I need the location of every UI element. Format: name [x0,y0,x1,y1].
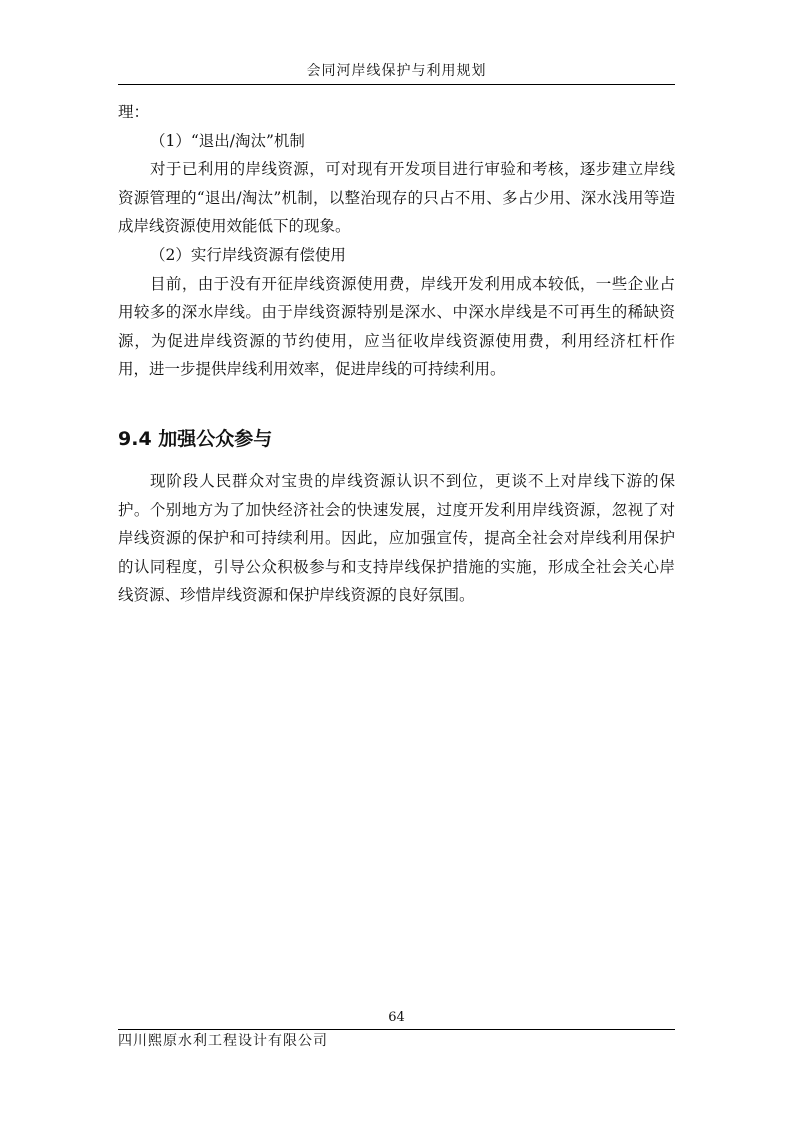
paragraph-public-participation: 现阶段人民群众对宝贵的岸线资源认识不到位，更谈不上对岸线下游的保护。个别地方为了加快经济社会的快速发展，过度开发利用岸线资源，忽视了对岸线资源的保护和可持续利用。因此，应加强宣传，提高全社会对岸线利用保护的认同程度，引导公众积极参与和支持岸线保护措施的实施，形成全社会关心岸线资源、珍惜岸线资源和保护岸线资源的良好氛围。 [118,472,675,605]
paragraph-paid-use: 目前，由于没有开征岸线资源使用费，岸线开发利用成本较低，一些企业占用较多的深水岸线。由于岸线资源特别是深水、中深水岸线是不可再生的稀缺资源，为促进岸线资源的节约使用，应当征收岸线资源使用费，利用经济杠杆作用，进一步提供岸线利用效率，促进岸线的可持续利用。 [118,274,675,379]
body-content-section [118,467,675,610]
footer-company-name: 四川熙原水利工程设计有限公司 [118,1033,328,1049]
body-content-top [118,98,675,384]
page-number: 64 [388,1010,405,1025]
paragraph-exit-mechanism: 对于已利用的岸线资源，可对现有开发项目进行审验和考核，逐步建立岸线资源管理的“退出/淘汰”机制，以整治现存的只占不用、多占少用、深水浅用等造成岸线资源使用效能低下的现象。 [118,160,675,236]
section-heading-9-4: 9.4 加强公众参与 [118,428,273,450]
footer-divider [118,1029,675,1030]
subheading-paid-use: （2）实行岸线资源有偿使用 [150,245,346,264]
header-divider [118,84,675,85]
paragraph-continuation: 理： [118,103,150,121]
page-header-title: 会同河岸线保护与利用规划 [306,63,487,79]
subheading-exit-mechanism: （1）“退出/淘汰”机制 [150,131,305,150]
